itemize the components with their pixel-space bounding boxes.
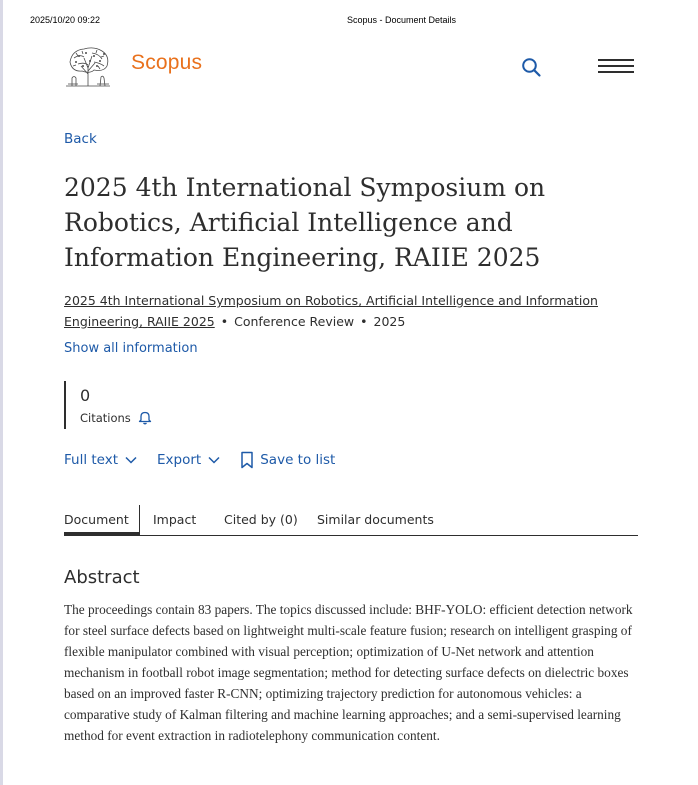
chevron-down-icon [124, 455, 138, 465]
hamburger-menu-icon [598, 59, 634, 61]
citations-metric [64, 381, 152, 429]
document-title: 2025 4th International Symposium on Robotics, Artificial Intelligence and Information Engineering, RAIIE 2025 [64, 173, 546, 272]
bell-icon[interactable] [138, 410, 152, 425]
full-text-label: Full text [64, 452, 119, 468]
back-link[interactable]: Back [64, 131, 97, 147]
search-icon [520, 56, 542, 78]
abstract-heading: Abstract [64, 567, 140, 588]
bookmark-icon [240, 451, 254, 469]
search-button[interactable] [520, 56, 542, 78]
full-text-button[interactable] [64, 452, 138, 468]
document-tabs [64, 505, 638, 536]
tab-impact[interactable]: Impact [153, 512, 197, 527]
save-to-list-label: Save to list [260, 452, 336, 468]
meta-separator: • [220, 314, 229, 329]
document-year: 2025 [373, 314, 406, 329]
show-all-information-link[interactable]: Show all information [64, 341, 198, 356]
document-actions [64, 451, 354, 469]
elsevier-tree-logo-icon[interactable] [64, 44, 112, 88]
save-to-list-button[interactable] [240, 451, 335, 469]
citations-label-row [80, 410, 152, 425]
print-page-title: Scopus - Document Details [347, 15, 457, 25]
tab-cited-by[interactable]: Cited by (0) [224, 512, 298, 527]
document-meta [64, 290, 624, 332]
export-label: Export [157, 452, 202, 468]
scopus-brand[interactable]: Scopus [131, 51, 203, 74]
hamburger-line [598, 65, 634, 67]
tab-similar-documents[interactable]: Similar documents [317, 512, 434, 527]
meta-separator: • [360, 314, 368, 329]
hamburger-line [598, 71, 634, 73]
source-title-link[interactable]: 2025 4th International Symposium on Robotics, Artificial Intelligence and Information Engineering, RAIIE 2025 [64, 293, 598, 329]
document-type: Conference Review [234, 314, 355, 329]
page-left-border [0, 0, 3, 785]
citations-count: 0 [80, 386, 91, 405]
citations-label: Citations [80, 410, 131, 425]
abstract-text: The proceedings contain 83 papers. The topics discussed include: BHF-YOLO: efficient detection network for steel surface defects based on lightweight multi-scale feature fusion; research on intelligent grasping of flexible manipulator combined with visual perception; optimization of U-Net network and attention mechanism in football robot image segmentation; method for detecting surface defects on dielectric boxes based on an improved faster R-CNN; optimizing trajectory prediction for autonomous vehicles: a comparative study of Kalman filtering and machine learning approaches; and a semi-supervised learning method for event extraction in radiotelephony communication content. [64, 602, 633, 743]
tab-document[interactable]: Document [64, 505, 140, 535]
hamburger-menu-button[interactable] [598, 59, 634, 75]
print-header [30, 15, 668, 27]
chevron-down-icon [207, 455, 221, 465]
print-datetime: 2025/10/20 09:22 [30, 15, 101, 25]
export-button[interactable] [157, 452, 221, 468]
